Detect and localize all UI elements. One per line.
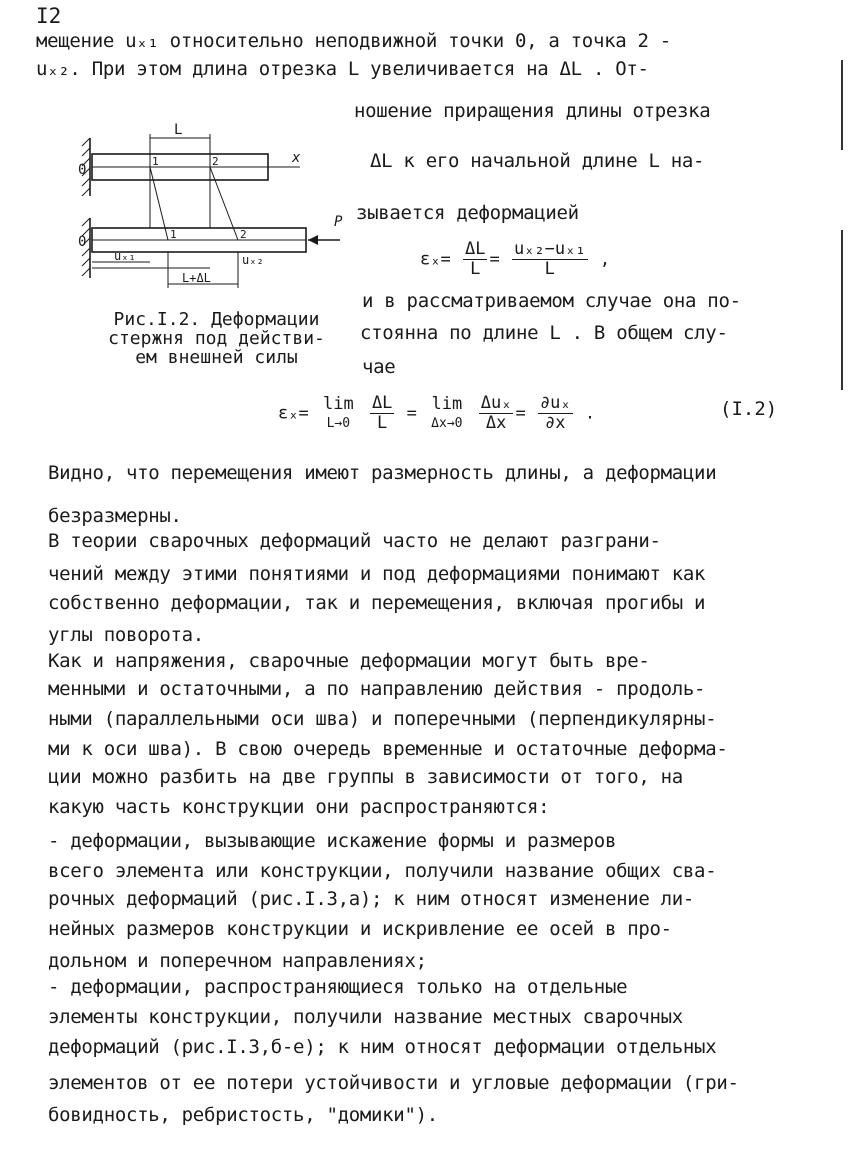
text-line: элементы конструкции, получили название местных сварочных	[48, 1006, 683, 1028]
text-line: ции можно разбить на две группы в зависимости от того, на	[48, 766, 683, 788]
eq2-lhs: εₓ=	[278, 403, 309, 424]
text-line: и в рассматриваемом случае она по-	[362, 290, 741, 312]
fig-label-0b: 0	[78, 234, 87, 250]
text-line: - деформации, вызывающие искажение формы и размеров	[48, 830, 617, 852]
text-line: стоянна по длине L . В общем слу-	[360, 322, 728, 344]
eq1-lhs: εₓ=	[420, 249, 451, 270]
caption-line: стержня под действи-	[108, 328, 325, 349]
fig-label-LdL: L+ΔL	[182, 271, 211, 285]
text-line: менными и остаточными, а по направлению действия - продоль-	[48, 678, 706, 700]
text-line: ми к оси шва). В свою очередь временные и остаточные деформа-	[48, 738, 728, 760]
text-line: В теории сварочных деформаций часто не делают разграни-	[48, 530, 661, 552]
eq2-lim2-sub: Δx→0	[431, 415, 463, 431]
fig-label-0a: 0	[78, 162, 87, 178]
margin-line	[841, 230, 843, 390]
equation-strain-limit: εₓ= lim L→0 $\frac{\Delta L}{L}$ = lim Δx→0 $\frac{\text{Δuₓ}}{\Delta x}$ = $\frac{\text{∂uₓ}}{\partial x}$ .	[278, 393, 596, 433]
fig-label-ux2: uₓ₂	[242, 253, 264, 267]
fig-label-L: L	[174, 122, 183, 138]
text-line: какую часть конструкции они распространяются:	[48, 796, 550, 818]
eq2-lim1-sub: L→0	[326, 415, 351, 431]
text-line: деформаций (рис.I.3,б-е); к ним относят деформации отдельных	[48, 1036, 717, 1058]
text-line: ными (параллельными оси шва) и поперечными (перпендикулярны-	[48, 708, 717, 730]
figure-caption	[84, 310, 349, 367]
eq1-frac2-den: L	[544, 259, 555, 279]
eq1-frac1-den: L	[470, 259, 481, 279]
fig-label-2a: 2	[212, 155, 219, 168]
eq1-frac1-num: ΔL	[464, 239, 486, 259]
fig-label-1a: 1	[152, 155, 159, 168]
equation-number: (I.2)	[720, 398, 778, 420]
eq2-fraction-3	[538, 394, 573, 433]
eq2-lim2-text: lim	[431, 393, 463, 414]
text-line: углы поворота.	[48, 624, 204, 646]
text-line: чае	[362, 356, 396, 378]
text-line: элементов от ее потери устойчивости и угловые деформации (гри-	[48, 1072, 739, 1094]
text-line: Как и напряжения, сварочные деформации могут быть вре-	[48, 650, 650, 672]
eq2-fraction-1	[370, 394, 394, 433]
caption-line: Рис.I.2. Деформации	[113, 309, 320, 330]
text-line: чений между этими понятиями и под деформациями понимают как	[48, 563, 706, 585]
text-line: дольном и поперечном направлениях;	[48, 950, 427, 972]
text-line: рочных деформаций (рис.I.3,а); к ним относят изменение ли-	[48, 888, 695, 910]
text-line: безразмерны.	[48, 505, 182, 527]
text-line: нейных размеров конструкции и искривление ее осей в про-	[48, 918, 672, 940]
text-line: зывается деформацией	[356, 202, 579, 224]
fig-label-2b: 2	[240, 228, 247, 241]
eq2-frac2-num: Δuₓ	[480, 393, 512, 413]
eq2-lim2	[429, 395, 464, 433]
text-line: мещение uₓ₁ относительно неподвижной точки 0, а точка 2 -	[36, 30, 671, 52]
text-line: бовидность, ребристость, "домики").	[48, 1104, 438, 1126]
text-line: - деформации, распространяющиеся только на отдельные	[48, 976, 628, 998]
text-line: всего элемента или конструкции, получили название общих сва-	[48, 860, 717, 882]
text-line: ΔL к его начальной длине L на-	[370, 150, 705, 172]
eq2-frac1-den: L	[377, 413, 388, 433]
eq2-frac3-den: ∂x	[545, 413, 566, 433]
eq1-frac2-num: uₓ₂−uₓ₁	[513, 239, 586, 259]
eq2-frac2-den: Δx	[485, 413, 507, 433]
fig-label-P: P	[334, 214, 343, 230]
margin-line	[841, 60, 843, 150]
eq2-frac3-num: ∂uₓ	[539, 393, 571, 413]
eq2-frac1-num: ΔL	[371, 393, 393, 413]
fig-label-ux1: uₓ₁	[114, 249, 136, 263]
eq1-tail: ,	[599, 249, 611, 270]
eq2-tail: .	[584, 403, 596, 424]
text-line: ношение приращения длины отрезка	[354, 100, 711, 122]
eq2-lim1-text: lim	[322, 393, 354, 414]
text-line: Видно, что перемещения имеют размерность длины, а деформации	[48, 462, 717, 484]
eq2-fraction-2	[479, 394, 514, 433]
equation-strain: εₓ= $\frac{\Delta L}{L}$ = $\frac{\text{uₓ₂−uₓ₁}}{L}$ ,	[420, 239, 611, 279]
text-line: собственно деформации, так и перемещения, включая прогибы и	[48, 592, 706, 614]
eq2-equals: =	[406, 403, 417, 424]
fig-label-x: x	[292, 150, 301, 166]
text-line: uₓ₂. При этом длина отрезка L увеличивается на ΔL . От-	[36, 58, 649, 80]
fig-label-1b: 1	[170, 228, 177, 241]
eq2-lim1	[321, 395, 356, 433]
eq1-fraction-1	[463, 240, 487, 279]
eq1-fraction-2	[512, 240, 588, 279]
caption-line: ем внешней силы	[135, 347, 298, 368]
figure-rod-deformation	[78, 118, 348, 298]
page-number: I2	[36, 4, 62, 28]
